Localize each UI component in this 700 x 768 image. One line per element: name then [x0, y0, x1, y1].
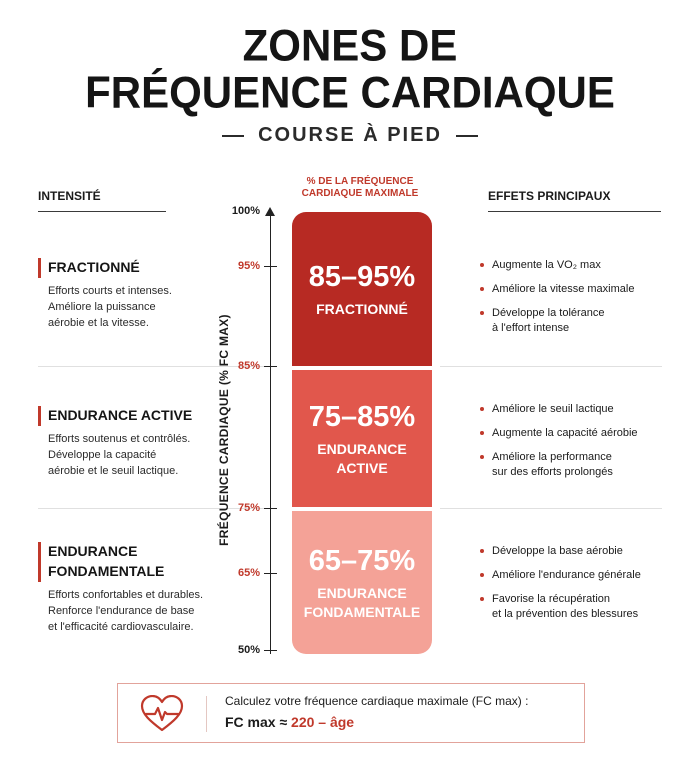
- effect-text-continued: et la prévention des blessures: [492, 608, 639, 620]
- effect-text: Améliore le seuil lactique: [492, 403, 614, 415]
- zone-desc-line: Améliore la puissance: [48, 301, 156, 313]
- tick-label-75: 75%: [237, 502, 260, 514]
- zone-bar-endurance-active: [292, 370, 432, 507]
- effect-text-continued: sur des efforts prolongés: [492, 466, 613, 478]
- effect-item: [480, 450, 638, 480]
- left-column-title: INTENSITÉ: [38, 189, 101, 203]
- zone-accent-bar: [38, 406, 41, 426]
- zone-accent-bar: [38, 258, 41, 278]
- row-separator-right-2: [440, 508, 662, 509]
- effect-text: Développe la base aérobie: [492, 545, 623, 557]
- tick-label-85: 85%: [237, 360, 260, 372]
- formula-box: [117, 683, 585, 743]
- subtitle-dash-left: [222, 135, 244, 137]
- axis-line: [270, 214, 271, 654]
- effect-item: [480, 306, 634, 336]
- zone-bar-label-line: ACTIVE: [336, 459, 388, 476]
- effect-text: Favorise la récupération: [492, 593, 611, 605]
- tick-50: [264, 650, 277, 651]
- center-title-line-2: CARDIAQUE MAXIMALE: [301, 188, 419, 199]
- zone-left-endurance-fondamentale: [38, 541, 204, 635]
- center-column-title: [280, 176, 440, 200]
- effect-text: Développe la tolérance: [492, 307, 605, 319]
- zone-left-endurance-active: [38, 405, 193, 479]
- left-column-underline: [38, 211, 166, 212]
- subtitle-dash-right: [456, 135, 478, 137]
- zone-bar-label: FRACTIONNÉ: [316, 300, 408, 317]
- zone-bar-label: [304, 584, 420, 622]
- effect-text: Augmente la VO₂ max: [492, 259, 601, 271]
- right-column-underline: [488, 211, 661, 212]
- effect-item: [480, 426, 638, 441]
- effect-item: [480, 592, 641, 622]
- zone-accent-bar: [38, 542, 41, 582]
- bullet-icon: [480, 597, 484, 601]
- effects-list-endurance-active: [480, 402, 638, 489]
- zone-desc-line: Efforts courts et intenses.: [48, 285, 172, 297]
- zone-left-fractionne: [38, 257, 172, 331]
- effect-text: Améliore la vitesse maximale: [492, 283, 635, 295]
- zone-desc-line: et l'efficacité cardiovasculaire.: [48, 621, 194, 633]
- zone-bar-label-line: ENDURANCE: [317, 440, 407, 457]
- zone-desc-line: Développe la capacité: [48, 449, 157, 461]
- tick-label-65: 65%: [237, 567, 260, 579]
- zone-bar-label-line: ENDURANCE: [317, 584, 407, 601]
- tick-label-100: 100%: [231, 205, 260, 217]
- zone-name-line-1: ENDURANCE: [48, 543, 138, 559]
- zone-stack: [292, 212, 432, 654]
- effect-item: [480, 402, 638, 417]
- right-column-title: EFFETS PRINCIPAUX: [488, 189, 611, 203]
- zone-bar-percentage: 85–95%: [308, 260, 416, 293]
- formula-prefix: FC max ≈: [225, 714, 292, 730]
- zone-desc-line: Efforts confortables et durables.: [48, 589, 204, 601]
- tick-65: [264, 573, 277, 574]
- tick-label-50: 50%: [237, 644, 260, 656]
- zone-bar-label-line: FONDAMENTALE: [303, 603, 421, 620]
- bullet-icon: [480, 455, 484, 459]
- bullet-icon: [480, 431, 484, 435]
- zone-bar-fractionne: [292, 212, 432, 366]
- effect-item: [480, 258, 634, 273]
- zone-name: ENDURANCE ACTIVE: [48, 407, 193, 423]
- zone-bar-label: [317, 440, 406, 478]
- center-title-line-1: % DE LA FRÉQUENCE: [306, 176, 414, 187]
- bullet-icon: [480, 263, 484, 267]
- zone-bar-endurance-fondamentale: [292, 511, 432, 654]
- bullet-icon: [480, 287, 484, 291]
- heart-pulse-icon: [140, 695, 184, 733]
- bullet-icon: [480, 549, 484, 553]
- zone-description: [48, 283, 172, 331]
- zone-description: [48, 587, 203, 635]
- zone-bar-percentage: 65–75%: [308, 544, 416, 577]
- bullet-icon: [480, 407, 484, 411]
- formula-text: Calculez votre fréquence cardiaque maximale (FC max) :: [225, 694, 529, 708]
- subtitle-row: [0, 124, 700, 147]
- effect-text-continued: à l'effort intense: [492, 322, 570, 334]
- tick-label-95: 95%: [237, 260, 260, 272]
- title-line-2: FRÉQUENCE CARDIAQUE: [85, 67, 615, 118]
- zone-desc-line: aérobie et le seuil lactique.: [48, 465, 179, 477]
- axis-arrow-icon: [265, 207, 275, 216]
- formula-line: [225, 714, 354, 730]
- bullet-icon: [480, 311, 484, 315]
- effects-list-fractionne: [480, 258, 634, 345]
- tick-85: [264, 366, 277, 367]
- formula-value: 220 – âge: [291, 714, 355, 730]
- title-line-1: ZONES DE: [242, 20, 458, 71]
- axis-title: FRÉQUENCE CARDIAQUE (% FC MAX): [217, 314, 231, 546]
- effects-list-endurance-fondamentale: [480, 544, 641, 631]
- zone-desc-line: aérobie et la vitesse.: [48, 317, 149, 329]
- zone-name-line-2: FONDAMENTALE: [48, 563, 165, 579]
- effect-text: Améliore l'endurance générale: [492, 569, 641, 581]
- formula-divider: [206, 696, 207, 732]
- effect-text: Augmente la capacité aérobie: [492, 427, 638, 439]
- zone-name: FRACTIONNÉ: [48, 259, 140, 275]
- zone-description: [48, 431, 192, 479]
- tick-75: [264, 508, 277, 509]
- zone-desc-line: Efforts soutenus et contrôlés.: [48, 433, 191, 445]
- zone-bar-percentage: 75–85%: [308, 400, 416, 433]
- bullet-icon: [480, 573, 484, 577]
- subtitle: COURSE À PIED: [258, 124, 442, 146]
- zone-name: [48, 541, 203, 581]
- effect-item: [480, 282, 634, 297]
- effect-text: Améliore la performance: [492, 451, 612, 463]
- effect-item: [480, 544, 641, 559]
- tick-95: [264, 266, 277, 267]
- row-separator-right-1: [440, 366, 662, 367]
- effect-item: [480, 568, 641, 583]
- zone-desc-line: Renforce l'endurance de base: [48, 605, 195, 617]
